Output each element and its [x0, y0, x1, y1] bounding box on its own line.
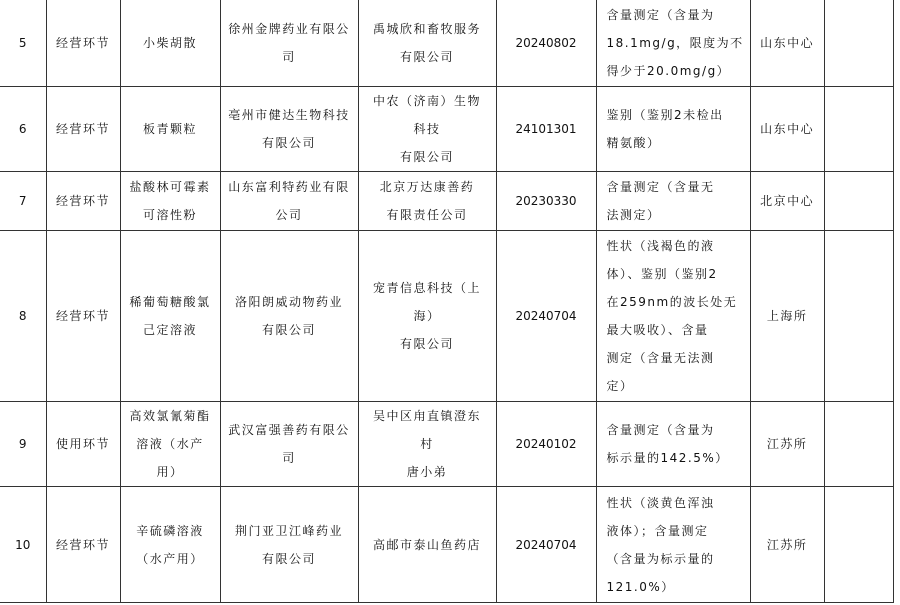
- product-name-cell: [120, 231, 220, 402]
- batch-number-text: 24101301: [515, 122, 577, 136]
- testing-agency-text: 山东中心: [760, 122, 815, 136]
- product-name-line: 盐酸林可霉素: [129, 180, 211, 194]
- product-name-line: 可溶性粉: [142, 208, 197, 222]
- testing-agency-text: 北京中心: [760, 194, 815, 208]
- sampled-unit-line: 高邮市泰山鱼药店: [372, 537, 481, 552]
- product-name-line: 溶液（水产: [136, 437, 204, 451]
- nonconforming-items-line: 标示量的142.5%）: [606, 451, 729, 465]
- nonconforming-items-cell: [596, 0, 750, 87]
- sampled-unit-cell: [358, 172, 496, 231]
- manufacturer-cell: [220, 172, 358, 231]
- batch-number-text: 20230330: [515, 194, 577, 208]
- row-number-text: 6: [18, 122, 27, 136]
- stage-cell: [46, 402, 120, 487]
- stage-cell: [46, 87, 120, 172]
- manufacturer-line: 有限公司: [261, 136, 316, 150]
- product-name-line: 板青颗粒: [142, 122, 197, 136]
- nonconforming-items-line: 液体）；含量测定: [606, 523, 709, 538]
- manufacturer-line: 公司: [275, 208, 303, 222]
- nonconforming-items-line: （含量为标示量的: [606, 551, 715, 566]
- manufacturer-line: 徐州金牌药业有限公: [228, 22, 350, 36]
- product-name-cell: [120, 0, 220, 87]
- nonconforming-items-line: 121.0%）: [606, 579, 675, 594]
- product-name-cell: [120, 87, 220, 172]
- row-number-text: 7: [18, 194, 27, 208]
- nonconforming-items-line: 18.1mg/g，限度为不: [606, 36, 744, 50]
- testing-agency-cell: [750, 0, 824, 87]
- batch-number-cell: [496, 402, 596, 487]
- sampled-unit-line: 禹城欣和畜牧服务: [372, 22, 481, 36]
- sampled-unit-cell: [358, 87, 496, 172]
- product-name-line: 高效氯氰菊酯: [129, 409, 211, 423]
- table-row: [0, 172, 893, 231]
- stage-text: 经营环节: [55, 194, 110, 208]
- batch-number-text: 20240704: [515, 309, 577, 323]
- nonconforming-items-line: 得少于20.0mg/g）: [606, 64, 731, 78]
- sampled-unit-line: 北京万达康善药: [379, 180, 475, 194]
- sampled-unit-line: 中农（济南）生物: [372, 94, 481, 108]
- stage-cell: [46, 487, 120, 603]
- sampled-unit-line: 唐小弟: [406, 465, 448, 479]
- testing-agency-cell: [750, 402, 824, 487]
- nonconforming-items-line: 性状（淡黄色浑浊: [606, 495, 715, 510]
- row-number-text: 10: [15, 537, 31, 552]
- sampled-unit-line: 有限公司: [399, 337, 454, 351]
- table-row: [0, 487, 893, 603]
- nonconforming-items-line: 鉴别（鉴别2未检出: [606, 108, 724, 122]
- testing-agency-text: 山东中心: [760, 36, 815, 50]
- batch-number-text: 20240704: [515, 537, 577, 552]
- row-number-cell: [0, 402, 46, 487]
- manufacturer-line: 武汉富强善药有限公: [228, 423, 350, 437]
- manufacturer-line: 有限公司: [261, 551, 316, 566]
- stage-text: 使用环节: [55, 437, 110, 451]
- manufacturer-cell: [220, 402, 358, 487]
- stage-cell: [46, 172, 120, 231]
- manufacturer-line: 荆门亚卫江峰药业: [234, 523, 343, 538]
- nonconforming-items-line: 含量测定（含量为: [606, 423, 715, 437]
- nonconforming-items-cell: [596, 487, 750, 603]
- remarks-cell: [824, 0, 893, 87]
- nonconforming-items-line: 体）、鉴别（鉴别2: [606, 267, 718, 281]
- nonconforming-items-line: 在259nm的波长处无: [606, 295, 738, 309]
- manufacturer-cell: [220, 87, 358, 172]
- nonconforming-items-cell: [596, 402, 750, 487]
- row-number-text: 8: [18, 309, 27, 323]
- batch-number-cell: [496, 87, 596, 172]
- batch-number-cell: [496, 231, 596, 402]
- stage-cell: [46, 231, 120, 402]
- manufacturer-line: 山东富利特药业有限: [228, 180, 350, 194]
- testing-agency-cell: [750, 87, 824, 172]
- stage-text: 经营环节: [55, 537, 110, 552]
- nonconforming-items-line: 含量测定（含量无: [606, 180, 715, 194]
- batch-number-cell: [496, 487, 596, 603]
- remarks-cell: [824, 172, 893, 231]
- manufacturer-line: 亳州市健达生物科技: [228, 108, 350, 122]
- row-number-cell: [0, 87, 46, 172]
- row-number-text: 9: [18, 437, 27, 451]
- row-number-cell: [0, 172, 46, 231]
- stage-cell: [46, 0, 120, 87]
- product-name-line: 辛硫磷溶液: [136, 523, 204, 538]
- sampled-unit-cell: [358, 402, 496, 487]
- product-name-line: （水产用）: [136, 551, 204, 566]
- nonconforming-items-cell: [596, 172, 750, 231]
- sampled-unit-cell: [358, 0, 496, 87]
- product-name-line: 小柴胡散: [142, 36, 197, 50]
- product-name-line: 己定溶液: [142, 323, 197, 337]
- sampled-unit-line: 海）: [413, 309, 441, 323]
- stage-text: 经营环节: [55, 309, 110, 323]
- sampled-unit-line: 吴中区甪直镇澄东: [372, 409, 481, 423]
- sampled-unit-line: 科技: [413, 122, 441, 136]
- batch-number-text: 20240102: [515, 437, 577, 451]
- nonconforming-items-line: 含量测定（含量为: [606, 8, 715, 22]
- manufacturer-line: 司: [282, 50, 296, 64]
- table-row: [0, 0, 893, 87]
- nonconforming-items-line: 测定（含量无法测: [606, 351, 715, 365]
- nonconforming-items-line: 精氨酸）: [606, 136, 661, 150]
- product-name-cell: [120, 487, 220, 603]
- manufacturer-cell: [220, 231, 358, 402]
- stage-text: 经营环节: [55, 122, 110, 136]
- batch-number-text: 20240802: [515, 36, 577, 50]
- manufacturer-line: 有限公司: [261, 323, 316, 337]
- sampled-unit-line: 村: [420, 437, 434, 451]
- table-row: [0, 231, 893, 402]
- row-number-cell: [0, 487, 46, 603]
- sampled-unit-cell: [358, 487, 496, 603]
- manufacturer-cell: [220, 0, 358, 87]
- stage-text: 经营环节: [55, 36, 110, 50]
- nonconforming-items-line: 最大吸收）、含量: [606, 323, 709, 337]
- manufacturer-line: 洛阳朗威动物药业: [234, 295, 343, 309]
- nonconforming-items-line: 性状（浅褐色的液: [606, 239, 715, 253]
- sampled-unit-line: 宠青信息科技（上: [372, 281, 481, 295]
- manufacturer-line: 司: [282, 451, 296, 465]
- nonconforming-items-cell: [596, 87, 750, 172]
- table-row: [0, 87, 893, 172]
- testing-agency-text: 上海所: [766, 309, 808, 323]
- row-number-text: 5: [18, 36, 27, 50]
- product-name-line: 用）: [156, 465, 184, 479]
- product-name-cell: [120, 402, 220, 487]
- remarks-cell: [824, 87, 893, 172]
- row-number-cell: [0, 0, 46, 87]
- remarks-cell: [824, 231, 893, 402]
- product-name-line: 稀葡萄糖酸氯: [129, 295, 211, 309]
- testing-agency-text: 江苏所: [766, 437, 808, 451]
- sampled-unit-line: 有限公司: [399, 50, 454, 64]
- testing-agency-cell: [750, 487, 824, 603]
- table-row: [0, 402, 893, 487]
- nonconforming-items-line: 法测定）: [606, 208, 661, 222]
- testing-agency-cell: [750, 231, 824, 402]
- product-name-cell: [120, 172, 220, 231]
- batch-number-cell: [496, 172, 596, 231]
- batch-number-cell: [496, 0, 596, 87]
- sampled-unit-line: 有限责任公司: [386, 208, 468, 222]
- row-number-cell: [0, 231, 46, 402]
- manufacturer-cell: [220, 487, 358, 603]
- remarks-cell: [824, 402, 893, 487]
- sampled-unit-cell: [358, 231, 496, 402]
- sampled-unit-line: 有限公司: [399, 150, 454, 164]
- testing-agency-text: 江苏所: [766, 537, 808, 552]
- nonconforming-items-line: 定）: [606, 379, 634, 393]
- remarks-cell: [824, 487, 893, 603]
- nonconforming-items-cell: [596, 231, 750, 402]
- testing-agency-cell: [750, 172, 824, 231]
